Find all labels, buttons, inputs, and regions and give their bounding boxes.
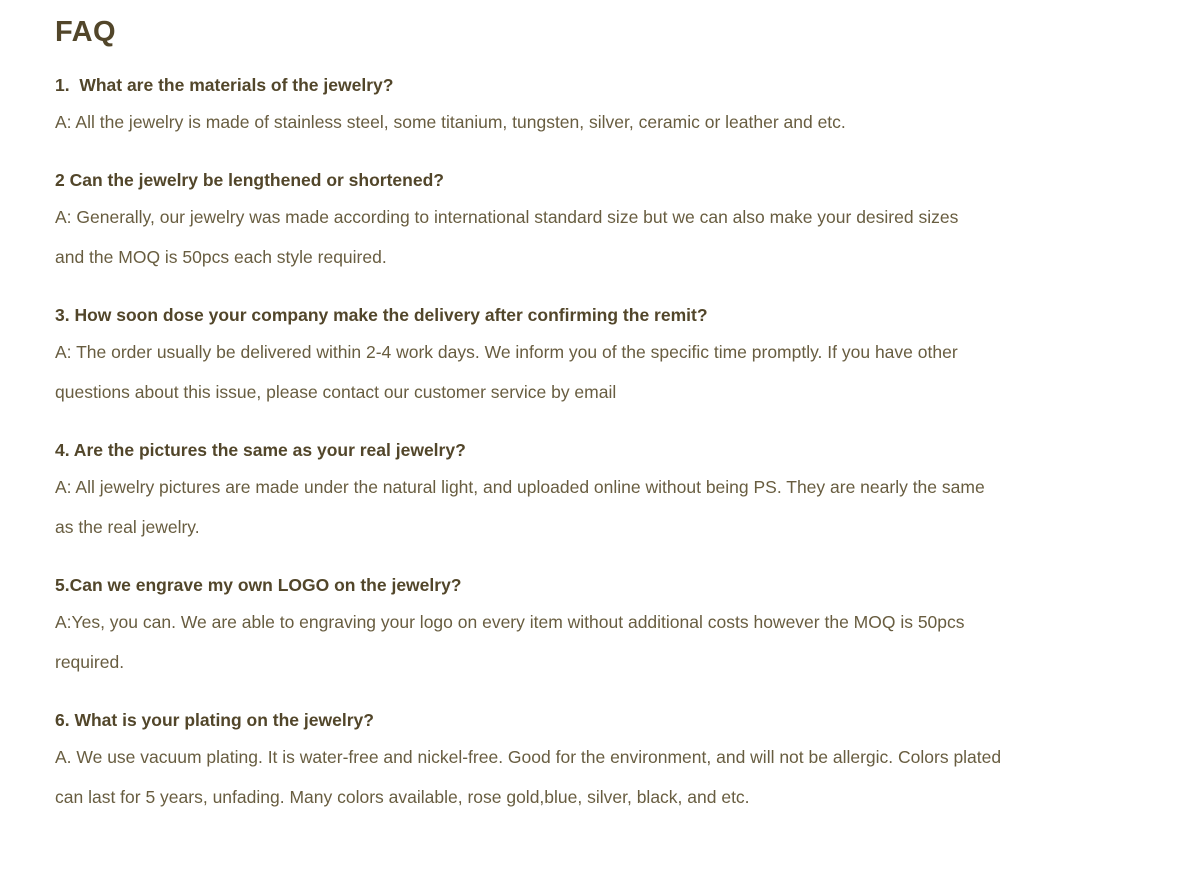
faq-answer-line: A: All the jewelry is made of stainless steel, some titanium, tungsten, silver, ceramic or leather and etc.: [55, 112, 846, 132]
faq-question-1: 1. What are the materials of the jewelry?: [55, 75, 394, 95]
faq-answer-line: questions about this issue, please contact our customer service by email: [55, 382, 617, 402]
faq-answer-line: A:Yes, you can. We are able to engraving your logo on every item without additional costs however the MOQ is 50pcs: [55, 612, 965, 632]
faq-answer-line: A. We use vacuum plating. It is water-free and nickel-free. Good for the environment, and will not be allergic. Colors plated: [55, 747, 1002, 767]
faq-answer-line: can last for 5 years, unfading. Many colors available, rose gold,blue, silver, black, and etc.: [55, 787, 750, 807]
faq-answer-1: [55, 102, 1145, 142]
faq-answer-line: and the MOQ is 50pcs each style required.: [55, 247, 387, 267]
faq-question-5: 5.Can we engrave my own LOGO on the jewelry?: [55, 575, 462, 595]
faq-answer-line: required.: [55, 652, 125, 672]
faq-section-3: [55, 305, 1145, 412]
faq-section-5: [55, 575, 1145, 682]
faq-question-4: 4. Are the pictures the same as your real jewelry?: [55, 440, 466, 460]
faq-answer-line: A: Generally, our jewelry was made according to international standard size but we can also make your desired sizes: [55, 207, 959, 227]
faq-answer-3: [55, 332, 1145, 412]
faq-section-2: [55, 170, 1145, 277]
faq-answer-line: A: The order usually be delivered within 2-4 work days. We inform you of the specific time promptly. If you have other: [55, 342, 958, 362]
faq-answer-line: A: All jewelry pictures are made under the natural light, and uploaded online without being PS. They are nearly the same: [55, 477, 985, 497]
faq-answer-line: as the real jewelry.: [55, 517, 200, 537]
faq-question-3: 3. How soon dose your company make the delivery after confirming the remit?: [55, 305, 708, 325]
faq-answer-4: [55, 467, 1145, 547]
faq-question-2: 2 Can the jewelry be lengthened or shortened?: [55, 170, 444, 190]
faq-answer-6: [55, 737, 1145, 817]
faq-section-4: [55, 440, 1145, 547]
faq-answer-2: [55, 197, 1145, 277]
faq-question-6: 6. What is your plating on the jewelry?: [55, 710, 374, 730]
faq-section-6: [55, 710, 1145, 817]
faq-section-1: [55, 75, 1145, 142]
page-title: FAQ: [55, 16, 117, 48]
faq-answer-5: [55, 602, 1145, 682]
